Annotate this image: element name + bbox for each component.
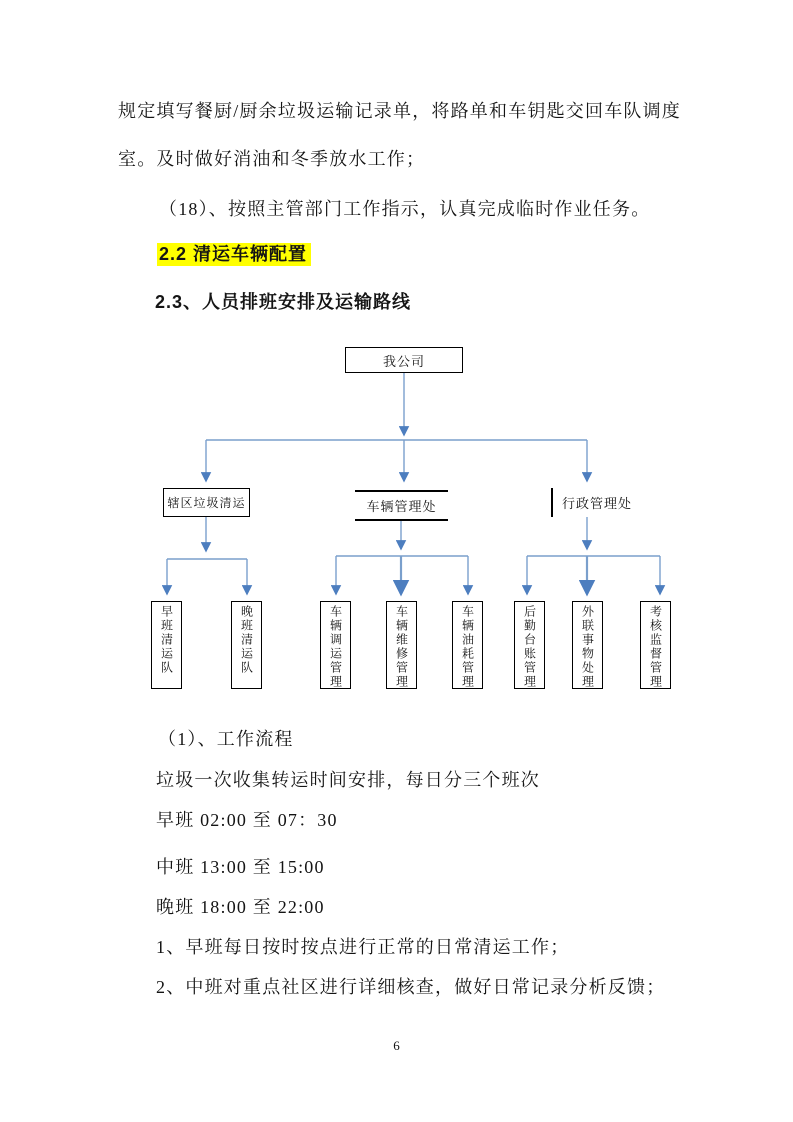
org-node-fuel-mgmt — [452, 601, 483, 689]
paragraph-line: 早班 02:00 至 07：30 — [156, 810, 338, 830]
paragraph-line: （18）、按照主管部门工作指示，认真完成临时作业任务。 — [159, 199, 651, 219]
org-node-logistics-ledger — [514, 601, 545, 689]
org-node-maintenance-mgmt — [386, 601, 417, 689]
org-node-label: 晚班清运队 — [239, 605, 254, 675]
org-node-district-waste: 辖区垃圾清运 — [163, 488, 250, 517]
org-node-label: 后勤台账管理 — [522, 605, 537, 689]
paragraph-line: 垃圾一次收集转运时间安排，每日分三个班次 — [156, 770, 540, 790]
org-chart — [0, 340, 793, 702]
org-node-root: 我公司 — [345, 347, 463, 373]
org-node-assessment-supervision — [640, 601, 671, 689]
paragraph-line: 1、早班每日按时按点进行正常的日常清运工作； — [156, 937, 570, 957]
org-node-evening-team — [231, 601, 262, 689]
section-heading-2-3: 2.3、人员排班安排及运输路线 — [155, 292, 412, 312]
section-heading-2-2 — [157, 240, 311, 266]
org-node-label: 考核监督管理 — [648, 605, 663, 689]
paragraph-line: 室。及时做好消油和冬季放水工作； — [118, 149, 426, 169]
org-node-label: 外联事物处理 — [580, 605, 595, 689]
org-node-vehicle-office: 车辆管理处 — [355, 490, 448, 521]
org-node-label: 车辆油耗管理 — [460, 605, 475, 689]
org-node-admin-office: 行政管理处 — [551, 488, 629, 517]
paragraph-line: 中班 13:00 至 15:00 — [156, 857, 325, 877]
org-node-label: 早班清运队 — [159, 605, 174, 675]
highlighted-heading-text: 2.2 清运车辆配置 — [157, 243, 311, 266]
page-number: 6 — [393, 1038, 400, 1053]
org-node-label: 车辆维修管理 — [394, 605, 409, 689]
paragraph-line: 规定填写餐厨/厨余垃圾运输记录单，将路单和车钥匙交回车队调度 — [118, 101, 681, 121]
org-node-external-affairs — [572, 601, 603, 689]
paragraph-line: （1）、工作流程 — [158, 729, 294, 749]
org-node-label: 车辆调运管理 — [328, 605, 343, 689]
paragraph-line: 晚班 18:00 至 22:00 — [156, 897, 325, 917]
paragraph-line: 2、中班对重点社区进行详细核查，做好日常记录分析反馈； — [156, 977, 666, 997]
org-node-dispatch-mgmt — [320, 601, 351, 689]
org-node-morning-team — [151, 601, 182, 689]
